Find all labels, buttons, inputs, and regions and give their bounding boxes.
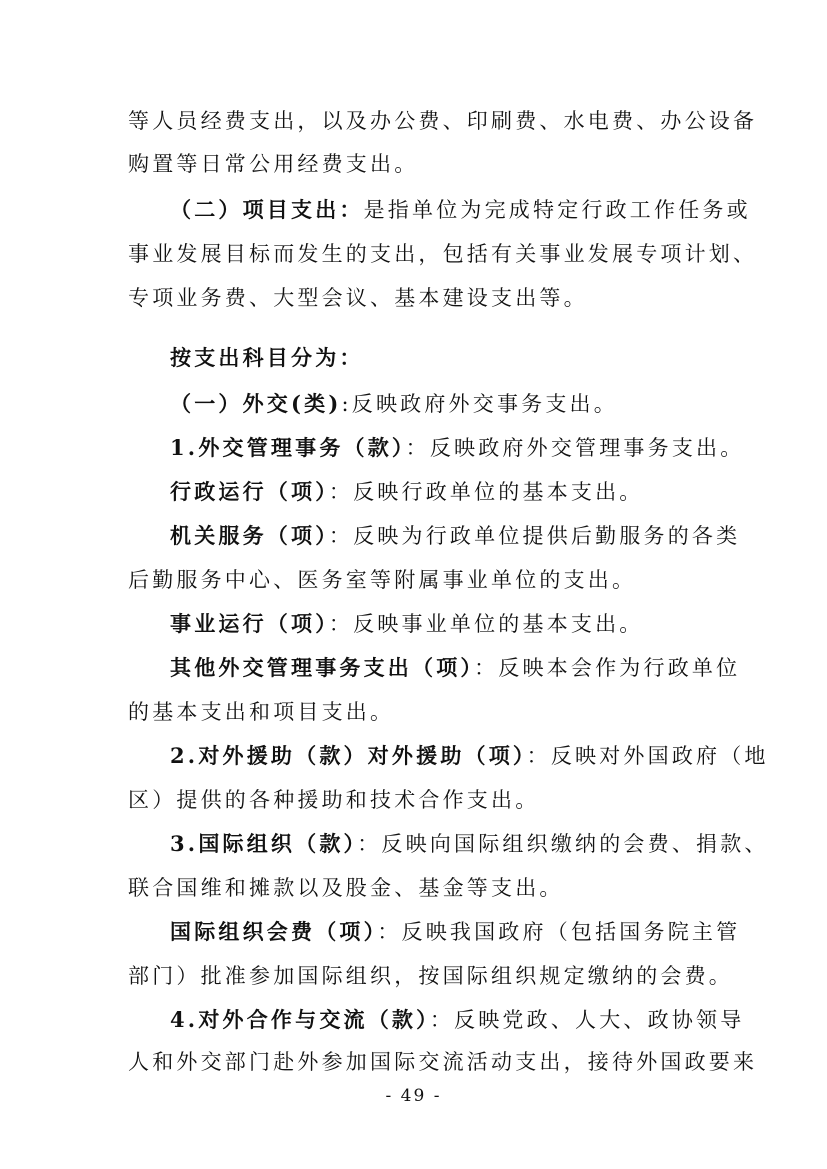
text-line: （一）外交(类):反映政府外交事务支出。 (170, 391, 618, 416)
text-line: 3.国际组织（款）：反映向国际组织缴纳的会费、捐款、 (170, 831, 769, 856)
bold-heading: （二）项目支出： (170, 197, 364, 222)
section-heading: 按支出科目分为： (170, 345, 364, 370)
text-line: 联合国维和摊款以及股金、基金等支出。 (128, 876, 564, 900)
bold-heading: 2.对外援助（款）对外援助（项） (170, 743, 527, 768)
text-line: 其他外交管理事务支出（项）：反映本会作为行政单位 (170, 655, 741, 680)
page-number: - 49 - (385, 1086, 442, 1106)
text-line: 的基本支出和项目支出。 (128, 700, 395, 724)
text-line: 专项业务费、大型会议、基本建设支出等。 (128, 286, 588, 310)
bold-heading: 其他外交管理事务支出（项） (170, 655, 475, 680)
text-line: 事业运行（项）：反映事业单位的基本支出。 (170, 611, 644, 636)
bold-heading: 3.国际组织（款） (170, 831, 358, 856)
text-line: 4.对外合作与交流（款）：反映党政、人大、政协领导 (170, 1007, 745, 1032)
bold-heading: 行政运行（项） (170, 479, 329, 504)
bold-heading: 国际组织会费（项） (170, 919, 378, 944)
text-line: 行政运行（项）：反映行政单位的基本支出。 (170, 479, 644, 504)
text-line: 1.外交管理事务（款）：反映政府外交管理事务支出。 (170, 435, 745, 460)
bold-heading: 机关服务（项） (170, 523, 329, 548)
text-line: 人和外交部门赴外参加国际交流活动支出，接待外国政要来 (128, 1050, 758, 1074)
bold-heading: 4.对外合作与交流（款） (170, 1007, 430, 1032)
text-line: 部门）批准参加国际组织，按国际组织规定缴纳的会费。 (128, 964, 733, 988)
text-line: 机关服务（项）：反映为行政单位提供后勤服务的各类 (170, 523, 741, 548)
bold-heading: 1.外交管理事务（款） (170, 435, 406, 460)
text-line: 国际组织会费（项）：反映我国政府（包括国务院主管 (170, 919, 741, 944)
bold-heading: 事业运行（项） (170, 611, 329, 636)
text-line: 购置等日常公用经费支出。 (128, 152, 419, 176)
text-line: 2.对外援助（款）对外援助（项）：反映对外国政府（地 (170, 743, 769, 768)
text-line: 区）提供的各种援助和技术合作支出。 (128, 788, 540, 812)
text-line: 事业发展目标而发生的支出，包括有关事业发展专项计划、 (128, 242, 758, 266)
text-line: （二）项目支出：是指单位为完成特定行政工作任务或 (170, 197, 751, 222)
bold-heading: （一）外交(类) (170, 391, 342, 416)
text-line: 等人员经费支出，以及办公费、印刷费、水电费、办公设备 (128, 109, 758, 133)
text-line: 后勤服务中心、医务室等附属事业单位的支出。 (128, 568, 637, 592)
